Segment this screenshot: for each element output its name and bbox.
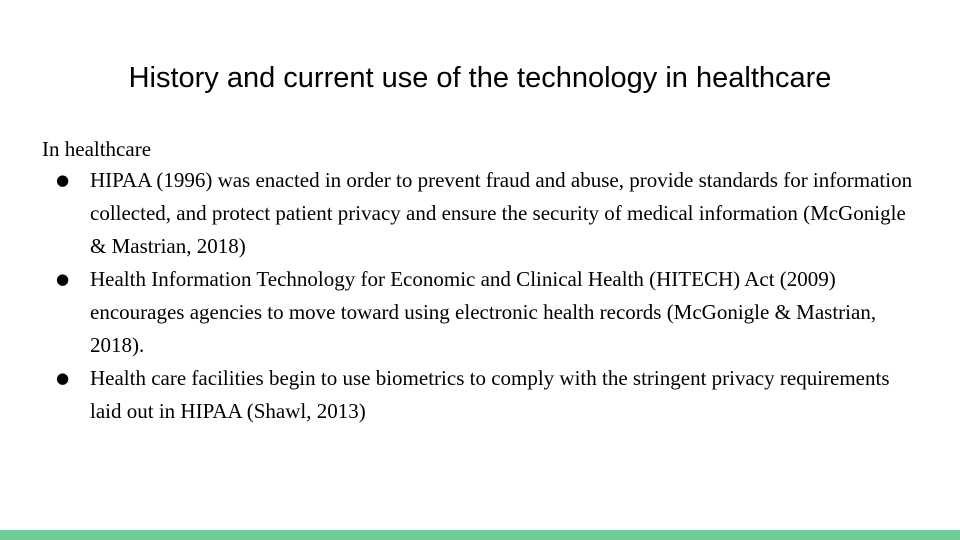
- slide-body: [42, 134, 922, 428]
- bullet-text: Health care facilities begin to use biometrics to comply with the stringent privacy requirements laid out in HIPAA (Shawl, 2013): [90, 366, 890, 423]
- slide-title: History and current use of the technology in healthcare: [128, 62, 832, 94]
- bullet-list: [42, 164, 922, 428]
- bullet-dot-icon: ●: [56, 270, 70, 288]
- bullet-item: [42, 164, 922, 263]
- bullet-dot-icon: ●: [56, 171, 70, 189]
- bottom-accent-bar: [0, 530, 960, 540]
- bullet-dot-icon: ●: [56, 369, 70, 387]
- bullet-item: [42, 362, 922, 428]
- intro-text: In healthcare: [42, 137, 152, 161]
- bullet-text: HIPAA (1996) was enacted in order to prevent fraud and abuse, provide standards for information collected, and protect patient privacy and ensure the security of medical information (McGonigle & Mastrian, 2018): [90, 168, 913, 258]
- bullet-item: [42, 263, 922, 362]
- bullet-text: Health Information Technology for Economic and Clinical Health (HITECH) Act (2009) encourages agencies to move toward using electronic health records (McGonigle & Mastrian, 2018).: [90, 267, 877, 357]
